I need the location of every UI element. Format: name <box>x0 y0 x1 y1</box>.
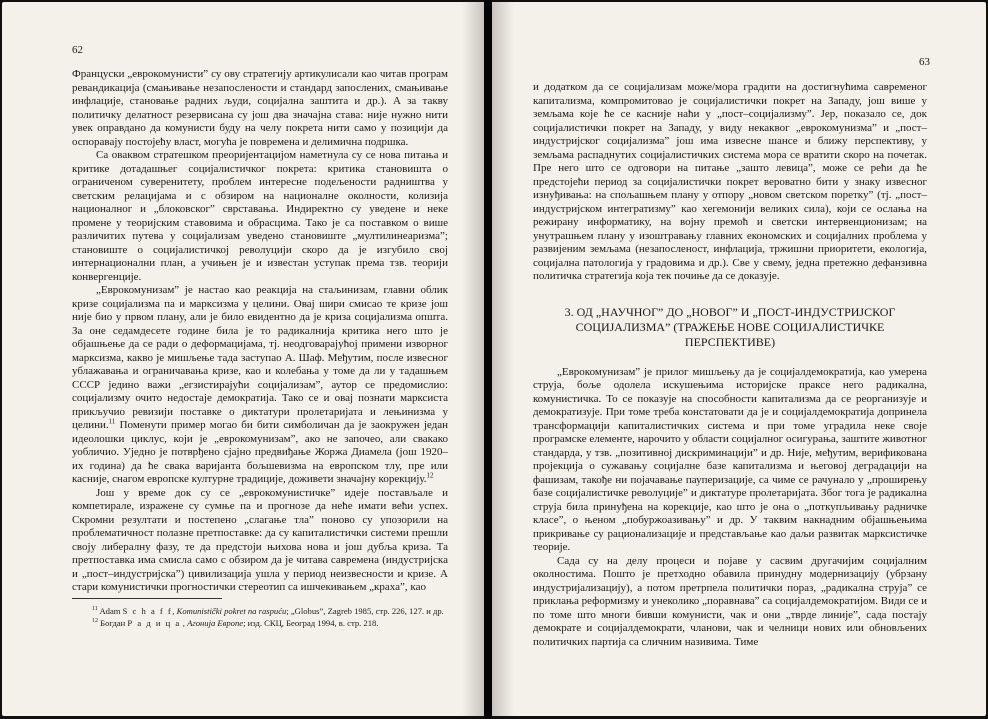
paragraph <box>72 284 448 487</box>
footnote-ref: 11 <box>108 417 116 426</box>
page-body <box>533 81 927 649</box>
footnote <box>72 617 448 629</box>
footnote-number: 12 <box>92 618 98 625</box>
paragraph: Сада су на делу процеси и појаве у сасвим другачијим социјалним околностима. Пошто је претходно обавила принудну модернизацију (убрзану индустријализацију), а потом претрпела политички пораз, „радикална струја” се приклања реформизму и унеколико „поравнава” са социјалдемократијом. Види се и по томе што многи бивши комунисти, чак и они „тврде линије”, сада постају демократе и социјалдемократи, чланови, чак и челници нових или обновљених политичких партија са сличним називима. Тиме <box>533 554 927 648</box>
right-page-shadow <box>492 2 514 716</box>
page-number: 63 <box>919 56 930 68</box>
footnote-title: Komunistički pokret na raspuću <box>176 606 287 616</box>
footnote-author: Adam <box>99 606 123 616</box>
left-page-shadow <box>462 2 484 716</box>
footnote <box>72 605 448 617</box>
footnote-rule <box>72 598 222 599</box>
footnote-separator: , <box>180 618 188 628</box>
footnote-ref: 12 <box>426 471 434 480</box>
footnotes <box>72 605 448 629</box>
page-number: 62 <box>72 44 83 56</box>
paragraph: Са оваквом стратешком преоријентацијом наметнула су се нова питања и критике дотадашњег социјалистичког покрета: критика становишта о ограниченом суверенитету, проблем интересне подељености радништва у светским релацијама и с обзиром на националне околности, колизија националног и „блоковског” сврставања. Индиректно су уведене и неке промене у теоријским ставовима и обрасцима. Тако је са поставком о више различитих путева у социјализам уведено становиште „мултилинеаризма”; становиште о социјалистичкој револуцији скоро да је изгубило свој интернационални план, а учињен је и известан уступак према тзв. теорији конвергенције. <box>72 149 448 283</box>
section-heading: 3. ОД „НАУЧНОГ” ДО „НОВОГ” И „ПОСТ-ИНДУСТРИЈСКОГ СОЦИЈАЛИЗМА” (ТРАЖЕЊЕ НОВЕ СОЦИЈАЛИСТИЧКЕ ПЕРСПЕКТИВЕ) <box>564 304 896 349</box>
footnote-title: Агонија Европе <box>187 618 244 628</box>
book-gutter <box>484 0 492 719</box>
footnote-separator: , <box>172 606 177 616</box>
paragraph: „Еврокомунизам” је прилог мишљењу да је социјалдемократија, као умерена струја, боље одолела искушењима историјске праксе него радикална, комунистичка. То се показује на способности капитализма да се реорганизује и демократизује. При томе треба констатовати да је и социјалдемократија допринела трансформацији капиталистичких система и при томе уградила неке своје програмске елементе, нарочито у области социјалног осигурања, заштите животног стандарда, у тзв. „позитивној дискриминацији” и др. Није, међутим, верификована пројекција о сужавању социјалне базе капитализма и његовој деградацији на фашизам, такође ни појачавање пауперизације, са чиме се рачунало у „проширењу базе социјалистичке револуције” и диктатуре пролетаријата. Због тога је радикална струја била принуђена на корекције, као што је она о „поткупљивању радничке класе”, о њеном „побуржоазивању” и др. У таквим накнадним објашњењима прикривање су рационализације и представљање као даљи развитак марксистичке теорије. <box>533 365 927 553</box>
footnote-details: ; „Globus”, Zagreb 1985, стр. 226, 127. и др. <box>286 606 444 616</box>
left-page <box>2 2 484 716</box>
footnote-author-surname: S c h a f f <box>122 606 173 616</box>
footnote-number: 11 <box>92 606 98 613</box>
footnote-details: ; изд. СКЦ, Београд 1994, в. стр. 218. <box>243 618 379 628</box>
paragraph: и додатком да се социјализам може/мора градити на достигнућима савременог капитализма, компромитовао је социјалистички покрет на Западу, још више у земљама које ће се касније наћи у „пост–социјализму”. Јер, показало се, док социјалистички покрет на Западу, у виду некаквог „еврокомунизма” и „пост–индустријског социјализма” још има извесне шансе и ближу перспективу, у земљама распаднутих социјалистичких система мора се вратити скоро на почетак. Пре него што се одговори на питање „зашто левица”, може се рећи да ће предстојећи период за социјалистички покрет вероватно бити у знаку извесног изнуђивања: на спољашњем плану у отпору „новом светском поретку” (тј. „пост–индустријском интегратизму” као хегемонији великих сила), који се ослања на режирану информатику, на војну премоћ и светски интервенционизам; на унутрашњем плану у изоштравању главних економских и социјалних проблема у развијеним земљама (незапосленост, инфлација, тржишни приоритети, екологија, социјална патологија у градовима и др.). Све у свему, једна претежно дефанзивна политичка стратегија која тек почиње да се доказује. <box>533 81 927 282</box>
paragraph: Још у време док су се „еврокомунистичке” идеје постављале и компетирале, изражене су сумње па и прогнозе да неће имати већи успех. Скромни резултати и постепено „слагање тла” поново су упозорили на проблематичност полазне претпоставке: да су капиталистички системи прешли своју либералну фазу, те да предстоји њихова нова и још дубља криза. Та претпоставка има смисла само с обзиром да је читава савремена (индустријска и „пост–индустријска”) цивилизација ушла у период неизвесности и кризе. А стари комунистички прогностички стереотип са ишчекивањем „краха”, као <box>72 486 448 593</box>
footnote-author: Богдан <box>100 618 128 628</box>
paragraph-text: Поменути пример могао би бити симболичан да је заокружен један идеолошки циклус, који је „еврокомунизам”, ако не започео, али свакако уобличио. Уједно је потврђено сјајно предвиђање Жоржа Диамела (још 1920–их година) да ће свака варијанта бољшевизма на европском тлу, пре или касније, снагом европске културне традиције, доживети значајну корекцију. <box>72 419 448 485</box>
paragraph-text: „Еврокомунизам” је настао као реакција на стаљинизам, главни облик кризе социјализма па и марксизма у целини. Овај шири смисао те кризе још није био у првом плану, али је било евидентно да је криза социјализма општа. За оне седамдесете године била је то радикалнија критика него што је објашњење да се ради о деформацијама, тј. неодговарајућој примени изворног марксизма, какво је мишљење тада заступао А. Шаф. Међутим, после извесног ублажавања и ограничавања кризе, као и колебања у томе да ли у тадашњем СССР једино важи „егзистирајући социјализам”, аутор се предомислио: социјализму очито недостаје демократија. Тако се и овај познати марксиста прикључио ревизији поставке о диктатури пролетаријата и лењинизма у целини. <box>72 284 448 431</box>
paragraph: Француски „еврокомунисти” су ову стратегију артикулисали као читав програм ревандикација (смањивање незапослености и стандард запослених, смањивање инфлације, становање радних људи, социјална заштита и др.). А за такву политичку делатност резервисана су још два значајна става: није нужно нити увек оправдано да комунисти буду на челу покрета нити само у позицији да оспоравају постојећу власт, могућа је повремена и делимична подршка. <box>72 68 448 148</box>
page-body <box>72 68 448 595</box>
right-page <box>492 2 986 716</box>
footnote-author-surname: Р а д и ц а <box>127 618 181 628</box>
